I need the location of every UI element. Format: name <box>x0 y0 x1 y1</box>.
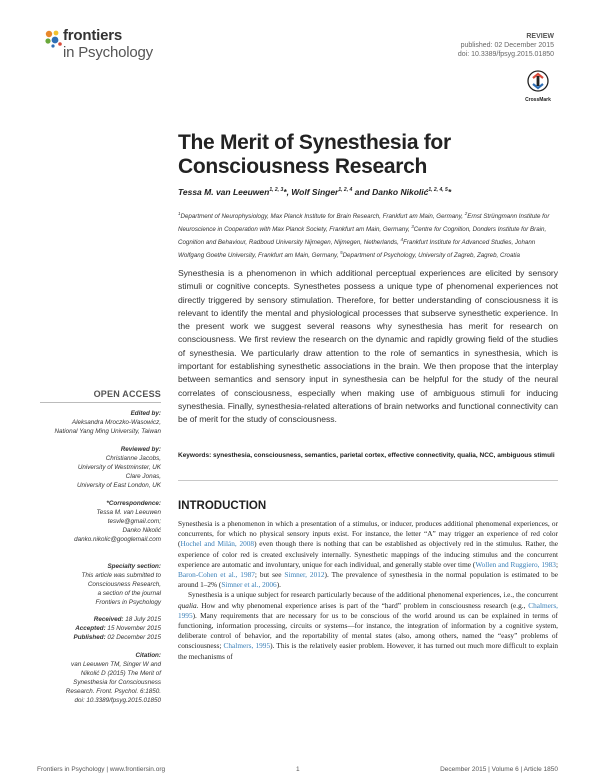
affil-text: Department of Psychology, University of Zagreb, Zagreb, Croatia <box>342 252 520 260</box>
author-affil-numbers: 1, 2, 4 <box>338 187 353 194</box>
title-line-2: Consciousness Research <box>178 155 428 178</box>
reference-link[interactable]: Hochel and Milán, 2008 <box>180 539 255 549</box>
specialty-info <box>26 562 161 607</box>
reviewed-by-label: Reviewed by: <box>120 446 161 453</box>
editor-name: Aleksandra Mroczko-Wasowicz, <box>71 419 161 426</box>
correspondent-name: Danko Nikolić <box>122 527 161 534</box>
frontiers-logo-icon <box>44 29 64 49</box>
correspondent-email[interactable]: danko.nikolic@googlemail.com <box>74 536 161 543</box>
author-separator: , <box>286 187 292 197</box>
reference-link[interactable]: Simner et al., 2006 <box>221 580 277 590</box>
correspondent-name: Tessa M. van Leeuwen <box>96 509 161 516</box>
body-text-segment: ). This is the relatively easier problem. However, it has turned out much more difficult to explain the mechanisms of <box>178 641 558 661</box>
paragraph-2 <box>178 590 558 661</box>
reference-link[interactable]: Chalmers, 1995 <box>223 641 271 651</box>
citation-info <box>26 651 161 705</box>
body-text-segment: ). Many requirements that are necessary for us to be conscious of the world around us can be explained in terms of functioning, information processing, circuits or systems—for instance, the integration of information by a cognitive system, deliberate control of behavior, and the reportability of mental states (also, among others, named the “easy” problems of consciousness; <box>178 610 558 651</box>
affil-text: Centre for Cognition, Donders Institute for Brain, Cognition and Behaviour, Radboud University Nijmegen, Nijmegen, Netherlands, <box>178 226 547 247</box>
specialty-line: a section of the journal <box>97 590 161 597</box>
footer-issue-info: December 2015 | Volume 6 | Article 1850 <box>440 766 558 773</box>
footer-journal-link[interactable]: Frontiers in Psychology | www.frontiersin.org <box>37 766 166 773</box>
section-heading-introduction: INTRODUCTION <box>178 500 267 512</box>
open-access-label: OPEN ACCESS <box>93 389 161 399</box>
affil-text: Ernst Strüngmann Institute for Neuroscience in Cooperation with Max Planck Society, Frankfurt am Main, Germany, <box>178 213 550 234</box>
editor-info <box>26 409 161 436</box>
correspondent-email[interactable]: tesvle@gmail.com; <box>107 518 161 525</box>
reviewer-name: Christianne Jacobs, <box>105 455 161 462</box>
affil-number: 5 <box>340 250 343 256</box>
article-title <box>178 131 558 179</box>
corresponding-mark: * <box>283 187 287 197</box>
author-separator: and <box>352 187 373 197</box>
body-text-segment: Synesthesia is a unique subject for research particularly because of the additional phenomenal experiences, i.e., the concurrent <box>188 590 558 600</box>
correspondence-label: *Correspondence: <box>106 500 161 507</box>
crossmark-icon <box>527 70 549 92</box>
reviewer-affiliation: University of East London, UK <box>77 482 161 489</box>
section-divider <box>178 480 558 481</box>
affil-number: 3 <box>411 224 414 230</box>
body-text-segment: . How and why phenomenal experience arises is part of the “hard” problem in consciousness research (e.g., <box>196 600 529 610</box>
body-text-segment: ; but see <box>254 570 285 580</box>
brand-name: frontiers <box>63 27 123 44</box>
affil-text: Department of Neurophysiology, Max Planck Institute for Brain Research, Frankfurt am Main, Germany, <box>180 213 465 221</box>
affil-text: Frankfurt Institute for Advanced Studies, Johann Wolfgang Goethe University, Frankfurt am Main, Germany, <box>178 239 536 260</box>
author-name[interactable]: Danko Nikolić <box>372 187 429 197</box>
introduction-body <box>178 519 558 662</box>
title-line-1: The Merit of Synesthesia for <box>178 131 451 154</box>
citation-line: van Leeuwen TM, Singer W and <box>71 661 161 668</box>
open-access-divider <box>40 402 161 403</box>
keywords-label: Keywords: <box>178 452 212 459</box>
author-name[interactable]: Tessa M. van Leeuwen <box>178 187 270 197</box>
affiliations <box>178 209 558 261</box>
paragraph-1 <box>178 519 558 590</box>
specialty-line: Frontiers in Psychology <box>95 599 161 606</box>
reference-link[interactable]: Simner, 2012 <box>284 570 325 580</box>
page-number: 1 <box>296 766 300 773</box>
journal-name: in Psychology <box>63 44 153 61</box>
accepted-label: Accepted: <box>75 625 106 632</box>
affil-number: 2 <box>464 211 468 216</box>
citation-line: Nikolić D (2015) The Merit of <box>80 670 161 677</box>
dates-info <box>26 615 161 642</box>
accepted-date: 15 November 2015 <box>105 625 161 632</box>
body-text-segment: ). The prevalence of synesthesia in the normal population is estimated to be around 1–2% ( <box>178 570 558 590</box>
reviewer-affiliation: University of Westminster, UK <box>77 464 161 471</box>
editor-affiliation: National Yang Ming University, Taiwan <box>54 428 161 435</box>
author-affil-numbers: 1, 2, 4, 5 <box>428 187 448 194</box>
body-text-segment: ; <box>555 559 558 569</box>
affil-number: 1 <box>178 211 181 216</box>
published-label: Published: <box>73 634 106 641</box>
author-affil-numbers: 1, 2, 3 <box>269 187 284 194</box>
crossmark-label: CrossMark <box>525 97 551 103</box>
article-type: REVIEW <box>526 33 554 40</box>
doi[interactable]: doi: 10.3389/fpsyg.2015.01850 <box>457 51 554 58</box>
keywords-list: synesthesia, consciousness, semantics, parietal cortex, effective connectivity, qualia, NCC, ambiguous stimuli <box>211 452 555 459</box>
citation-line: Research. Front. Psychol. 6:1850. <box>65 688 161 695</box>
reference-link[interactable]: Wollen and Ruggiero, 1983 <box>475 559 556 569</box>
citation-label: Citation: <box>135 652 161 659</box>
abstract: Synesthesia is a phenomenon in which additional perceptual experiences are elicited by sensory stimuli or cognitive concepts. Synesthetes possess a unique type of phenomenal experiences not directly triggered by sensory stimulation. Therefore, for better understanding of consciousness it is relevant to identify the mental and physiological processes that subserve synesthetic experience. In the present work we suggest several reasons why synesthesia has merit for research on consciousness. We first review the research on the dynamic and rapidly growing field of the studies of synesthesia. We particularly draw attention to the role of semantics in synesthesia, which is important for establishing synesthetic associations in the brain. We then propose that the interplay between semantics and sensory input in synesthesia can be helpful for the study of the neural correlates of consciousness, especially when making use of ambiguous stimuli for inducing synesthesia. Finally, synesthesia-related alterations of brain networks and functional connectivity can be of merit for the study of consciousness. <box>178 268 558 425</box>
crossmark-badge[interactable] <box>520 70 556 103</box>
citation-line[interactable]: doi: 10.3389/fpsyg.2015.01850 <box>74 697 161 704</box>
reference-link[interactable]: Baron-Cohen et al., 1987 <box>178 570 255 580</box>
published-date-side: 02 December 2015 <box>105 634 161 641</box>
author-list <box>178 187 451 197</box>
corresponding-mark: * <box>447 187 452 197</box>
edited-by-label: Edited by: <box>130 410 161 417</box>
correspondence-info <box>26 499 161 544</box>
citation-line: Synesthesia for Consciousness <box>73 679 161 686</box>
received-date: 18 July 2015 <box>123 616 161 623</box>
specialty-line: Consciousness Research, <box>87 581 161 588</box>
published-date: published: 02 December 2015 <box>460 42 554 49</box>
reviewer-info <box>26 445 161 490</box>
body-text-segment: ) even though there is nothing that can be established as objectively red in the stimulus. Rather, the experience of color red is created exclusively internally. Synesthetic mappings of the inducing stimulus and the concurrent experience are automatic and involuntary, unique for each individual, and generally stable over time ( <box>178 539 558 569</box>
received-label: Received: <box>93 616 124 623</box>
author-name[interactable]: Wolf Singer <box>291 187 339 197</box>
reference-link[interactable]: Chalmers, 1995 <box>178 600 558 620</box>
body-text-segment: Synesthesia is a phenomenon in which a presentation of a stimulus, or inducer, produces additional phenomenal experiences, or concurrents, for which no physical sensory inputs exist. For instance, the letter “A” may trigger an experience of red color ( <box>178 519 558 549</box>
specialty-line: This article was submitted to <box>81 572 161 579</box>
specialty-label: Specialty section: <box>107 563 161 570</box>
body-text-segment: ). <box>276 580 281 590</box>
keywords <box>178 451 558 460</box>
reviewer-name: Clare Jonas, <box>125 473 161 480</box>
emphasis-text: qualia <box>178 600 197 610</box>
affil-number: 4 <box>400 237 404 243</box>
